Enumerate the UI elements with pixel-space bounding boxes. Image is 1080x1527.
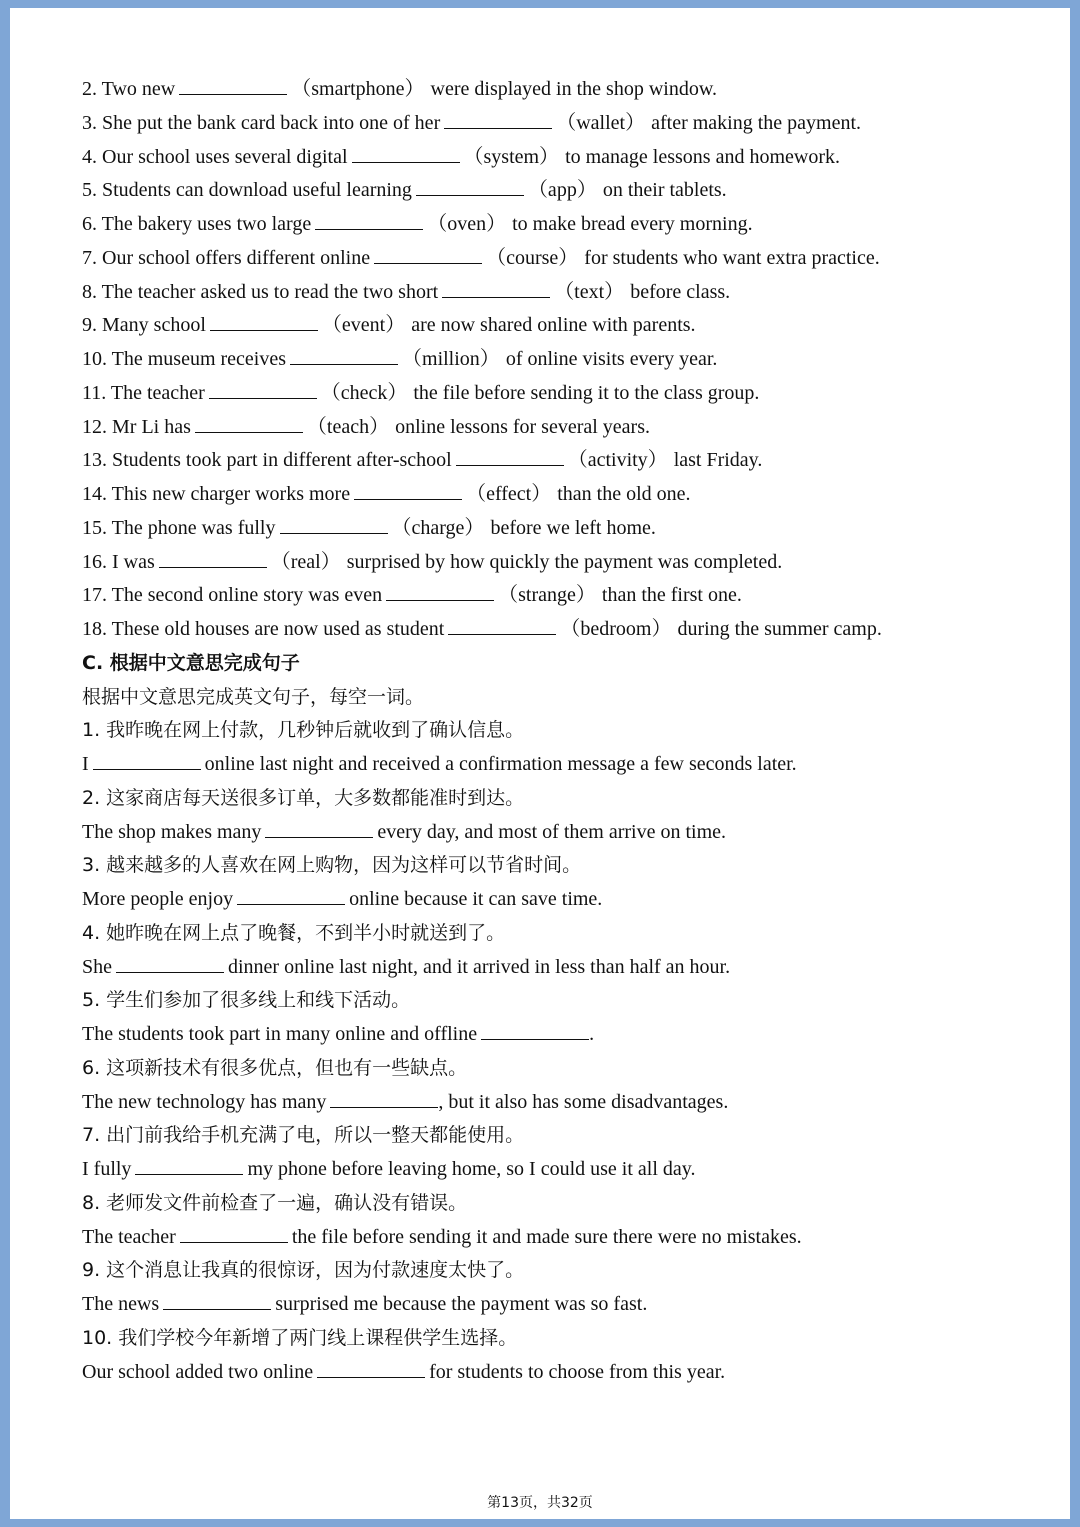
page-number: 第13页，共32页 [487,1495,593,1511]
sentence-before: The new technology has many [82,1090,327,1113]
item-text-after: the file before sending it to the class group. [413,381,760,404]
sentence-before: Our school added two online [82,1360,314,1383]
item-text-after: to make bread every morning. [512,213,753,235]
item-text-before: The second online story was even [111,584,383,607]
item-text-after: before class. [630,280,731,303]
exercise-b-list [82,73,1042,647]
sentence-after: online because it can save time. [349,888,603,910]
chinese-prompt: 1. 我昨晚在网上付款，几秒钟后就收到了确认信息。 [82,719,525,742]
item-number: 6. [82,213,97,235]
english-sentence [82,1288,1042,1322]
item-number: 4. [82,145,97,168]
sentence-after: surprised me because the payment was so fast. [275,1293,648,1315]
exercise-item [82,411,1042,445]
word-hint: （event） [321,314,406,337]
answer-blank[interactable] [180,1224,288,1243]
chinese-prompt: 9. 这个消息让我真的很惊讶，因为付款速度太快了。 [82,1259,525,1282]
english-sentence [82,1153,1042,1187]
word-hint: （bedroom） [560,618,672,640]
word-hint: （strange） [498,584,596,607]
item-text-after: are now shared online with parents. [411,314,696,337]
word-hint: （app） [527,179,597,202]
exercise-item [82,579,1042,613]
word-hint: （check） [320,381,408,404]
chinese-prompt: 7. 出门前我给手机充满了电，所以一整天都能使用。 [82,1124,525,1147]
chinese-prompt: 8. 老师发文件前检查了一遍，确认没有错误。 [82,1191,468,1214]
chinese-prompt: 3. 越来越多的人喜欢在网上购物，因为这样可以节省时间。 [82,854,582,877]
item-number: 11. [82,381,107,404]
answer-blank[interactable] [330,1089,438,1108]
english-sentence [82,748,1042,782]
english-sentence [82,951,1042,985]
item-text-after: for students who want extra practice. [584,246,880,269]
item-text-after: were displayed in the shop window. [430,78,717,100]
word-hint: （real） [270,550,341,573]
sentence-after: my phone before leaving home, so I could use it all day. [247,1158,696,1180]
exercise-item [82,478,1042,512]
answer-blank[interactable] [416,177,524,196]
sentence-after: . [589,1023,595,1045]
exercise-item [82,107,1042,141]
answer-blank[interactable] [456,447,564,466]
word-hint: （activity） [567,449,668,472]
word-hint: （effect） [466,483,552,505]
answer-blank[interactable] [290,346,398,365]
answer-blank[interactable] [265,819,373,838]
sentence-after: for students to choose from this year. [429,1360,726,1383]
answer-blank[interactable] [315,211,423,230]
exercise-item [82,444,1042,478]
sentence-before: More people enjoy [82,888,234,910]
sentence-after: dinner online last night, and it arrived in less than half an hour. [228,955,731,978]
item-number: 14. [82,483,107,505]
item-text-after: after making the payment. [651,111,862,134]
exercise-c-list [82,714,1042,1389]
item-text-before: Mr Li has [112,415,191,438]
item-text-before: Two new [101,78,176,100]
item-text-after: during the summer camp. [677,618,882,640]
answer-blank[interactable] [317,1359,425,1378]
item-text-before: The teacher [110,381,205,404]
answer-blank[interactable] [209,380,317,399]
item-text-before: This new charger works more [111,483,351,505]
word-hint: （wallet） [556,111,646,134]
sentence-before: I [82,753,89,775]
item-number: 9. [82,314,97,337]
word-hint: （text） [554,280,625,303]
sentence-before: I fully [82,1158,132,1180]
answer-blank[interactable] [444,110,552,129]
item-number: 7. [82,246,97,269]
item-number: 10. [82,348,107,370]
answer-blank[interactable] [179,76,287,95]
exercise-item [82,174,1042,208]
answer-blank[interactable] [116,954,224,973]
answer-blank[interactable] [354,481,462,500]
item-text-after: before we left home. [490,516,656,539]
answer-blank[interactable] [195,414,303,433]
chinese-prompt: 6. 这项新技术有很多优点，但也有一些缺点。 [82,1056,468,1079]
answer-blank[interactable] [159,549,267,568]
exercise-item [82,343,1042,377]
answer-blank[interactable] [481,1021,589,1040]
item-number: 2. [82,78,97,100]
item-text-after: on their tablets. [602,179,727,202]
exercise-item [82,309,1042,343]
word-hint: （million） [402,348,500,370]
exercise-item [82,546,1042,580]
worksheet-content [82,73,1042,1389]
answer-blank[interactable] [374,245,482,264]
item-text-after: than the old one. [557,483,691,505]
item-number: 17. [82,584,107,607]
item-text-after: than the first one. [601,584,742,607]
exercise-item [82,613,1042,647]
answer-blank[interactable] [135,1156,243,1175]
english-sentence [82,1356,1042,1390]
item-text-before: The museum receives [111,348,287,370]
sentence-before: The students took part in many online and offline [82,1023,478,1045]
item-number: 18. [82,618,107,640]
answer-blank[interactable] [352,144,460,163]
item-text-after: of online visits every year. [505,348,718,370]
word-hint: （system） [463,145,560,168]
item-text-before: The bakery uses two large [101,213,312,235]
word-hint: （oven） [427,213,507,235]
word-hint: （teach） [306,415,390,438]
answer-blank[interactable] [442,279,550,298]
item-text-after: to manage lessons and homework. [565,145,841,168]
english-sentence [82,1221,1042,1255]
item-text-before: She put the bank card back into one of her [102,111,441,134]
item-number: 3. [82,111,97,134]
item-text-before: I was [112,550,155,573]
sentence-after: every day, and most of them arrive on time. [377,820,726,843]
chinese-prompt: 10. 我们学校今年新增了两门线上课程供学生选择。 [82,1326,518,1349]
sentence-before: She [82,955,112,978]
word-hint: （smartphone） [291,78,425,100]
exercise-item [82,141,1042,175]
item-text-before: Students can download useful learning [102,179,412,202]
item-text-before: Many school [102,314,206,337]
word-hint: （course） [486,246,579,269]
item-text-before: These old houses are now used as student [111,618,445,640]
exercise-item [82,242,1042,276]
sentence-after: the file before sending it and made sure there were no mistakes. [291,1225,802,1248]
answer-blank[interactable] [386,582,494,601]
answer-blank[interactable] [93,751,201,770]
item-number: 16. [82,550,107,573]
word-hint: （charge） [391,516,485,539]
exercise-item [82,512,1042,546]
item-text-before: Students took part in different after-school [112,449,452,472]
answer-blank[interactable] [210,312,318,331]
chinese-prompt: 4. 她昨晚在网上点了晚餐，不到半小时就送到了。 [82,921,506,944]
english-sentence [82,816,1042,850]
sentence-before: The news [82,1293,160,1315]
english-sentence [82,1018,1042,1052]
item-text-after: online lessons for several years. [395,415,650,438]
exercise-item [82,208,1042,242]
item-text-before: The phone was fully [111,516,276,539]
chinese-prompt: 5. 学生们参加了很多线上和线下活动。 [82,989,411,1012]
sentence-before: The teacher [82,1225,176,1248]
worksheet-page [10,8,1070,1519]
item-text-before: Our school uses several digital [102,145,348,168]
item-text-after: surprised by how quickly the payment was completed. [346,550,783,573]
item-number: 13. [82,449,107,472]
answer-blank[interactable] [237,886,345,905]
item-number: 12. [82,415,107,438]
chinese-prompt: 2. 这家商店每天送很多订单，大多数都能准时到达。 [82,786,525,809]
sentence-before: The shop makes many [82,820,262,843]
answer-blank[interactable] [163,1291,271,1310]
section-c-instruction: 根据中文意思完成英文句子，每空一词。 [82,685,425,708]
item-number: 5. [82,179,97,202]
item-text-after: last Friday. [673,449,763,472]
exercise-item [82,276,1042,310]
exercise-item [82,73,1042,107]
answer-blank[interactable] [280,515,388,534]
section-c-title: C. 根据中文意思完成句子 [82,651,300,674]
item-number: 15. [82,516,107,539]
item-text-before: The teacher asked us to read the two short [101,280,439,303]
answer-blank[interactable] [448,616,556,635]
exercise-item [82,377,1042,411]
english-sentence [82,883,1042,917]
sentence-after: online last night and received a confirmation message a few seconds later. [204,753,797,775]
english-sentence [82,1086,1042,1120]
sentence-after: , but it also has some disadvantages. [438,1090,729,1113]
item-number: 8. [82,280,97,303]
item-text-before: Our school offers different online [102,246,371,269]
